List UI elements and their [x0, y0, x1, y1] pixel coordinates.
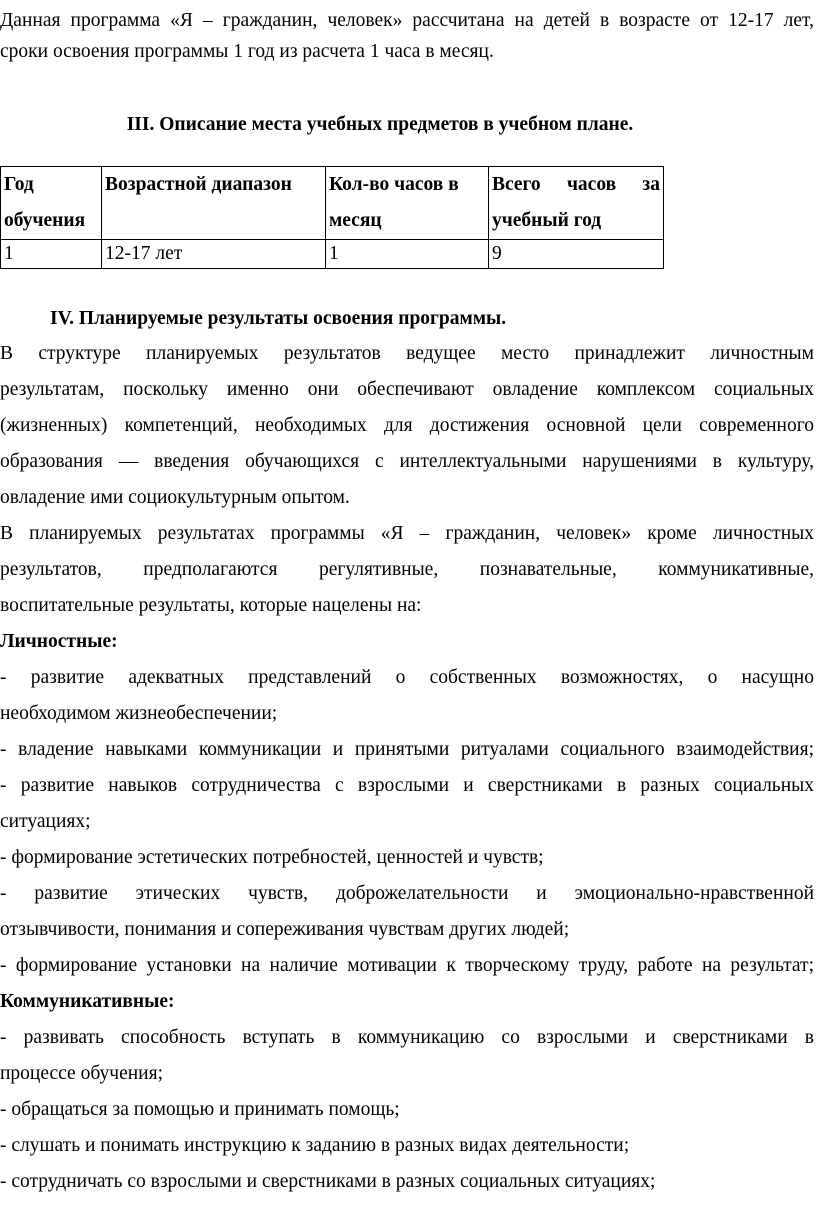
list-item: - владение навыками коммуникации и принятыми ритуалами социального взаимодействия;: [0, 739, 814, 760]
cell-age-range: 12-17 лет: [102, 240, 326, 269]
paragraph-line: образования — введения обучающихся с интеллектуальными нарушениями в культуру,: [0, 451, 814, 472]
list-item: - развитие этических чувств, доброжелательности и эмоционально-нравственной: [0, 883, 814, 904]
section-3-heading: III. Описание места учебных предметов в учебном плане.: [126, 114, 634, 135]
list-item: процессе обучения;: [0, 1063, 163, 1084]
paragraph-line: В структуре планируемых результатов ведущее место принадлежит личностным: [0, 343, 814, 364]
list-item: - развитие адекватных представлений о собственных возможностях, о насущно: [0, 667, 814, 688]
header-year: Год обучения: [1, 167, 102, 240]
hours-table: [0, 166, 664, 269]
list-item: - обращаться за помощью и принимать помощь;: [0, 1099, 400, 1120]
list-item: ситуациях;: [0, 811, 91, 832]
personal-heading: Личностные:: [0, 631, 118, 652]
list-item: - развитие навыков сотрудничества с взрослыми и сверстниками в разных социальных: [0, 775, 814, 796]
section-4-heading: IV. Планируемые результаты освоения программы.: [50, 308, 507, 329]
header-age-range: Возрастной диапазон: [102, 167, 326, 240]
cell-total-hours: 9: [489, 240, 664, 269]
list-item: - формирование эстетических потребностей, ценностей и чувств;: [0, 847, 544, 868]
list-item: - сотрудничать со взрослыми и сверстниками в разных социальных ситуациях;: [0, 1171, 656, 1192]
table-header-row: [1, 167, 664, 240]
header-hours-per-month: Кол-во часов в месяц: [326, 167, 489, 240]
paragraph-line: результатам, поскольку именно они обеспечивают овладение комплексом социальных: [0, 379, 814, 400]
intro-line-2: сроки освоения программы 1 год из расчета 1 часа в месяц.: [0, 41, 494, 62]
paragraph-line: (жизненных) компетенций, необходимых для достижения основной цели современного: [0, 415, 814, 436]
list-item: необходимом жизнеобеспечении;: [0, 703, 278, 724]
list-item: - слушать и понимать инструкцию к заданию в разных видах деятельности;: [0, 1135, 630, 1156]
list-item: - формирование установки на наличие мотивации к творческому труду, работе на результат;: [0, 955, 814, 976]
paragraph-line: В планируемых результатах программы «Я – гражданин, человек» кроме личностных: [0, 523, 814, 544]
table-row: [1, 240, 664, 269]
list-item: - развивать способность вступать в коммуникацию со взрослыми и сверстниками в: [0, 1027, 814, 1048]
cell-hours-per-month: 1: [326, 240, 489, 269]
paragraph-line: воспитательные результаты, которые нацелены на:: [0, 595, 422, 616]
cell-year: 1: [1, 240, 102, 269]
intro-line-1: Данная программа «Я – гражданин, человек» рассчитана на детей в возрасте от 12-17 лет,: [0, 10, 814, 31]
paragraph-line: овладение ими социокультурным опытом.: [0, 487, 350, 508]
list-item: отзывчивости, понимания и сопереживания чувствам других людей;: [0, 919, 570, 940]
header-total-hours: Всего часов за учебный год: [489, 167, 664, 240]
communicative-heading: Коммуникативные:: [0, 991, 175, 1012]
paragraph-line: результатов, предполагаются регулятивные, познавательные, коммуникативные,: [0, 559, 814, 580]
